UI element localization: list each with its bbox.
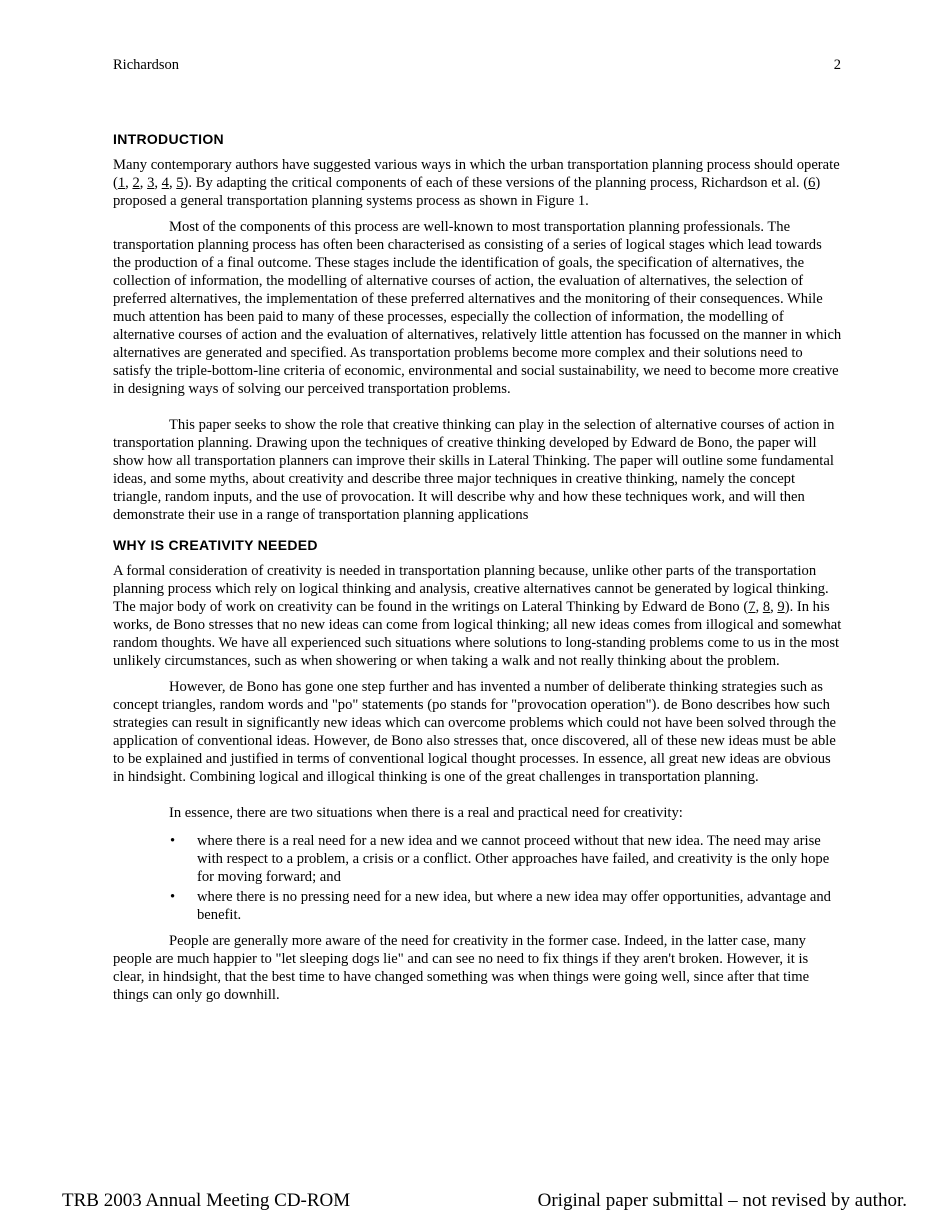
intro-paragraph-2: Most of the components of this process are well-known to most transportation planning professionals. The transportation planning process has often been characterised as consisting of a series of logical stages which lead towards the production of a final outcome. These stages include the identification of goals, the specification of alternatives, the collection of information, the modelling of alternative courses of action, the evaluation of alternatives, the selection of preferred alternatives, the implementation of these preferred alternatives and the monitoring of their consequences. While much attention has been paid to many of these processes, especially the collection of information, the modelling of alternative courses of action and the evaluation of alternatives, relatively little attention has focussed on the manner in which alternatives are generated and specified. As transportation problems become more complex and their solutions need to satisfy the triple-bottom-line criteria of economic, environmental and social sustainability, we need to become more creative in designing ways of solving our perceived transportation problems. <box>113 219 842 397</box>
citation-link[interactable]: 4 <box>161 175 169 191</box>
section-heading-introduction: INTRODUCTION <box>113 131 224 147</box>
citation-link[interactable]: 9 <box>777 599 785 615</box>
paper-body <box>113 130 843 1004</box>
why-paragraph-1: A formal consideration of creativity is needed in transportation planning because, unlike other parts of the transportation planning process which rely on logical thinking and analysis, creative alternatives cannot be generated by logical thinking. The major body of work on creativity can be found in the writings on Lateral Thinking by Edward de Bono (7, 8, 9). In his works, de Bono stresses that no new ideas can come from logical thinking; all new ideas comes from illogical and somewhat random thoughts. We have all experienced such situations where solutions to long-standing problems come to us in the most unlikely circumstances, such as when showering or when taking a walk and not really thinking about the problem. <box>113 563 842 669</box>
why-paragraph-4: People are generally more aware of the need for creativity in the former case. Indeed, in the latter case, many people are much happier to "let sleeping dogs lie" and can see no need to fix things if they aren't broken. However, it is clear, in hindsight, that the best time to have changed something was when things were going well, since after that time things can only go downhill. <box>113 933 810 1003</box>
bullet-list <box>113 832 843 924</box>
page-header <box>113 56 841 74</box>
list-item: • where there is a real need for a new idea and we cannot proceed without that new idea. The need may arise with respect to a problem, a crisis or a conflict. Other approaches have failed, and creativity is the only hope for moving forward; and <box>170 833 830 885</box>
bullet-marker: • <box>170 833 176 849</box>
bullet-marker: • <box>170 889 176 905</box>
why-paragraph-2: However, de Bono has gone one step further and has invented a number of deliberate thinking strategies such as concept triangles, random words and "po" statements (po stands for "provocation operation"). de Bono describes how such strategies can result in significantly new ideas which can overcome problems which could not have been solved through the application of conventional ideas. However, de Bono also stresses that, once discovered, all of these new ideas must be able to be explained and justified in terms of conventional logical thought processes. In essence, all great new ideas are obvious in hindsight. Combining logical and illogical thinking is one of the great challenges in transportation planning. <box>113 679 836 785</box>
citation-link[interactable]: 7 <box>748 599 756 615</box>
citation-link[interactable]: 1 <box>117 175 126 191</box>
footer-conference: TRB 2003 Annual Meeting CD-ROM <box>62 1190 351 1211</box>
intro-paragraph-3: This paper seeks to show the role that creative thinking can play in the selection of alternative courses of action in transportation planning. Drawing upon the techniques of creative thinking developed by Edward de Bono, the paper will show how all transportation planners can improve their skills in Lateral Thinking. The paper will outline some fundamental ideas, and some myths, about creativity and describe three major techniques in creative thinking, namely the concept triangle, random inputs, and the use of provocation. It will describe why and how these techniques work, and will then demonstrate their use in a range of transportation planning applications <box>113 417 835 523</box>
section-heading-why-creativity: WHY IS CREATIVITY NEEDED <box>113 537 318 553</box>
citation-link[interactable]: 2 <box>132 175 140 191</box>
page-footer <box>62 1190 907 1212</box>
page-number: 2 <box>833 57 841 73</box>
why-paragraph-3: In essence, there are two situations when there is a real and practical need for creativity: <box>169 805 683 821</box>
intro-paragraph-1: Many contemporary authors have suggested various ways in which the urban transportation planning process should operate (1, 2, 3, 4, 5). By adapting the critical components of each of these versions of the planning process, Richardson et al. (6) proposed a general transportation planning systems process as shown in Figure 1. <box>113 157 840 209</box>
list-item: • where there is no pressing need for a new idea, but where a new idea may offer opportunities, advantage and benefit. <box>170 889 831 923</box>
citation-link[interactable]: 6 <box>808 175 816 191</box>
footer-note: Original paper submittal – not revised by author. <box>537 1190 907 1211</box>
citation-link[interactable]: 3 <box>147 175 155 191</box>
citation-link[interactable]: 5 <box>176 175 184 191</box>
running-head-author: Richardson <box>113 57 180 73</box>
citation-link[interactable]: 8 <box>762 599 771 615</box>
